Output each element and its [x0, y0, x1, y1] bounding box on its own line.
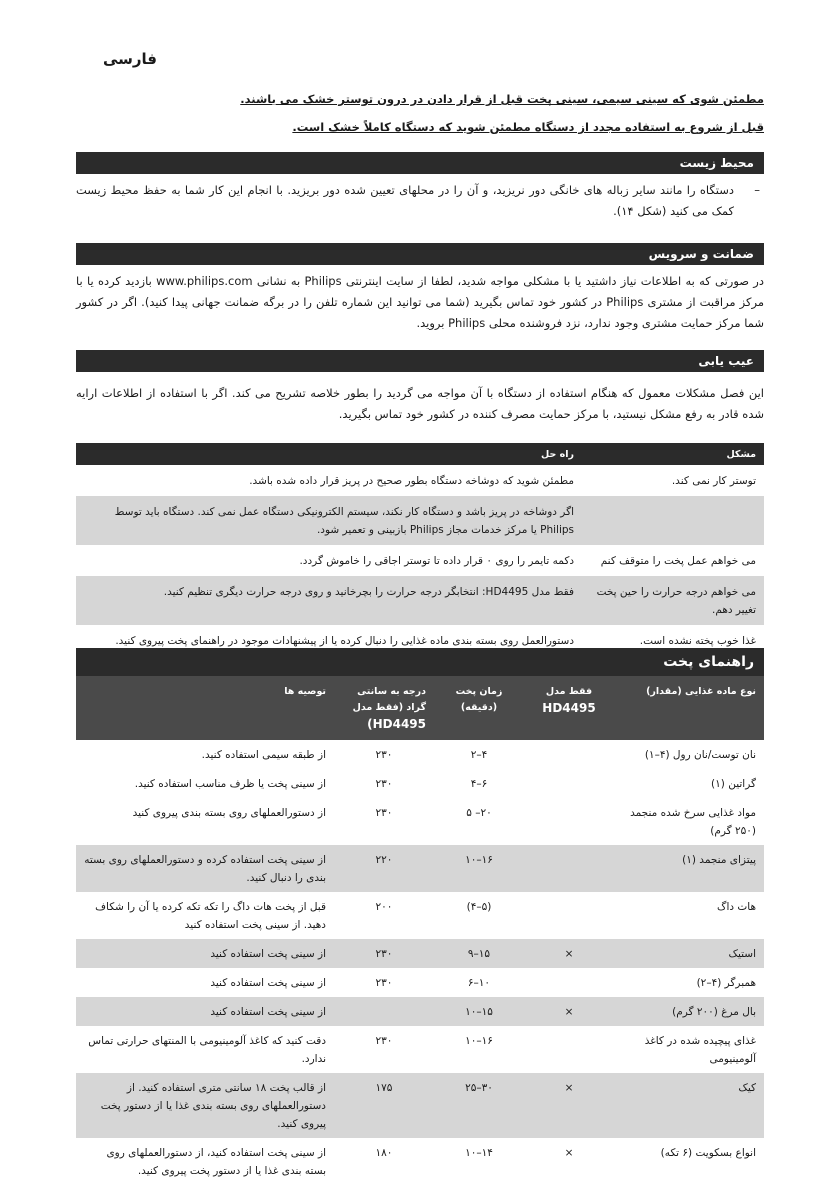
food-cell: کیک	[614, 1073, 764, 1138]
time-cell: ۱۶–۱۰	[434, 845, 524, 892]
model-cell	[524, 769, 614, 798]
guarantee-text: در صورتی که به اطلاعات نیاز داشتید یا با مشکلی مواجه شدید، لطفا از سایت اینترنتی Philips به نشانی www.philips.com بازدید کرده یا با مرکز مراقبت از مشتری Philips در کشور خود تماس بگیرید (شما می توانید این شماره تلفن را در برگه ضمانت جهانی پیدا کنید). اگر در کشور شما مرکز حمایت مشتری وجود ندارد، نزد فروشنده محلی Philips بروید.	[76, 274, 764, 330]
table-row	[76, 798, 764, 845]
food-cell: هات داگ	[717, 901, 756, 913]
tips-cell: از سینی پخت یا ظرف مناسب استفاده کنید.	[134, 778, 326, 790]
bullet-dash: –	[754, 183, 760, 197]
table-row	[76, 465, 764, 496]
time-cell: ۱۶–۱۰	[465, 1035, 493, 1047]
temperature-cell: ۲۳۰	[375, 778, 393, 790]
temperature-cell: ۲۳۰	[375, 749, 393, 761]
table-row	[76, 845, 764, 892]
food-cell: پیتزای منجمد (۱)	[614, 845, 764, 892]
model-cell: ×	[524, 939, 614, 968]
temperature-cell: ۱۸۰	[375, 1147, 393, 1159]
temperature-cell: ۲۲۰	[334, 845, 434, 892]
environment-heading: محیط زیست	[76, 152, 764, 174]
tips-cell: از قالب پخت ۱۸ سانتی متری استفاده کنید. از دستورالعملهای روی بسته بندی غذا یا از دستور پخت پیروی کنید.	[76, 1073, 334, 1138]
time-cell: ۴–۲	[470, 749, 488, 761]
table-row	[76, 997, 764, 1026]
model-cell: ×	[524, 997, 614, 1026]
table-row	[76, 1026, 764, 1073]
dry-appliance-note: قبل از شروع به استفاده مجدد از دستگاه مطمئن شوید که دستگاه کاملاً خشک است.	[292, 120, 764, 134]
environment-text	[76, 180, 764, 222]
table-row	[76, 968, 764, 997]
time-unit: (دقیقه)	[460, 702, 498, 713]
temperature-cell: ۲۰۰	[375, 901, 393, 913]
language-heading: فارسی	[102, 50, 157, 68]
food-cell: گراتین (۱)	[711, 778, 756, 790]
temperature-model: HD4495)	[367, 717, 426, 731]
table-row	[76, 939, 764, 968]
model-cell	[524, 740, 614, 769]
model-cell	[524, 892, 614, 939]
food-cell: انواع بسکویت (۶ تکه)	[660, 1147, 756, 1159]
guarantee-heading: ضمانت و سرویس	[76, 243, 764, 265]
solution-cell: اگر دوشاخه در پریز باشد و دستگاه کار نکند، سیستم الکترونیکی دستگاه عمل نمی کند. دستگاه باید توسط Philips یا مرکز خدمات مجاز Philips بازبینی و تعمیر شود.	[76, 496, 582, 545]
tips-cell: از سینی پخت استفاده کنید	[76, 939, 334, 968]
temperature-cell: ۲۳۰	[375, 807, 393, 819]
cooking-header-row	[76, 676, 764, 740]
table-row	[76, 576, 764, 625]
environment-body: دستگاه را مانند سایر زباله های خانگی دور نریزید، و آن را در محلهای تعیین شده دور بریزید. با انجام این کار شما به حفظ محیط زیست کمک می کنید (شکل ۱۴).	[76, 183, 734, 218]
cooking-guide-heading: راهنمای پخت	[76, 648, 764, 676]
tips-cell: از سینی پخت استفاده کنید	[210, 977, 326, 989]
time-cell: ۱۴–۱۰	[465, 1147, 493, 1159]
food-cell: همبرگر (۴–۲)	[696, 977, 756, 989]
tips-cell: از دستورالعملهای روی بسته بندی پیروی کنید	[132, 807, 326, 819]
solution-header: راه حل	[76, 443, 582, 465]
tips-header: توصیه ها	[76, 676, 334, 740]
food-header: نوع ماده غذایی (مقدار)	[614, 676, 764, 740]
temperature-cell: ۲۳۰	[334, 939, 434, 968]
model-cell	[524, 798, 614, 845]
time-cell: ۳۰–۲۵	[434, 1073, 524, 1138]
model-only-label: فقط مدل	[545, 686, 593, 697]
temperature-cell	[334, 997, 434, 1026]
time-cell: ۶–۴	[470, 778, 488, 790]
time-cell: (۵–۴)	[466, 901, 492, 913]
tips-cell: از سینی پخت استفاده کنید	[76, 997, 334, 1026]
food-cell: نان توست/نان رول (۴–۱)	[644, 749, 756, 761]
table-row	[76, 892, 764, 939]
time-cell: ۱۵–۱۰	[434, 997, 524, 1026]
food-cell: استیک	[614, 939, 764, 968]
table-row	[76, 545, 764, 576]
problem-header: مشکل	[582, 443, 764, 465]
troubleshooting-table	[76, 443, 764, 656]
solution-cell: مطمئن شوید که دوشاخه دستگاه بطور صحیح در پریز قرار داده شده باشد.	[249, 475, 574, 487]
food-cell: غذای پیچیده شده در کاغذ آلومینیومی	[644, 1035, 756, 1065]
time-cell: ۲۰– ۵	[466, 807, 492, 819]
tips-cell: از طبقه سیمی استفاده کنید.	[201, 749, 326, 761]
table-row	[76, 1073, 764, 1138]
table-row	[76, 1138, 764, 1185]
model-cell	[524, 845, 614, 892]
temperature-cell: ۱۷۵	[334, 1073, 434, 1138]
time-label: زمان پخت	[455, 686, 503, 697]
problem-cell: غذا خوب پخته نشده است.	[639, 635, 756, 647]
temperature-label-2: گراد (فقط مدل	[352, 702, 426, 713]
tips-cell: دقت کنید که کاغذ آلومینیومی با المنتهای حرارتی تماس ندارد.	[88, 1035, 326, 1065]
problem-cell	[582, 496, 764, 545]
table-row	[76, 496, 764, 545]
tips-cell: قبل از پخت هات داگ را تکه تکه کرده یا آن را شکاف دهید. از سینی پخت استفاده کنید	[95, 901, 326, 931]
table-row	[76, 740, 764, 769]
time-cell: ۱۰–۶	[467, 977, 491, 989]
model-header	[524, 676, 614, 740]
model-number: HD4495	[542, 701, 596, 715]
solution-cell: فقط مدل HD4495: انتخابگر درجه حرارت را بچرخانید و روی درجه حرارت دیگری تنظیم کنید.	[76, 576, 582, 625]
food-cell: بال مرغ (۲۰۰ گرم)	[614, 997, 764, 1026]
model-cell	[524, 968, 614, 997]
temperature-cell: ۲۳۰	[375, 977, 393, 989]
model-cell: ×	[564, 1147, 574, 1159]
problem-cell: توستر کار نمی کند.	[671, 475, 756, 487]
problem-cell: می خواهم درجه حرارت را حین پخت تغییر دهم.	[582, 576, 764, 625]
solution-cell: دستورالعمل روی بسته بندی ماده غذایی را دنبال کرده یا از پیشنهادات موجود در راهنمای پخت پیروی کنید.	[115, 635, 574, 647]
temperature-cell: ۲۳۰	[375, 1035, 393, 1047]
troubleshooting-header-row	[76, 443, 764, 465]
temperature-header	[334, 676, 434, 740]
tips-cell: از سینی پخت استفاده کرده و دستورالعملهای روی بسته بندی را دنبال کنید.	[76, 845, 334, 892]
troubleshooting-text: این فصل مشکلات معمول که هنگام استفاده از دستگاه با آن مواجه می گردید را بطور خلاصه تشریح می کند. اگر با استفاده از اطلاعات ارایه شده قادر به رفع مشکل نیستید، با مرکز حمایت مصرف کننده در کشور خود تماس بگیرید.	[76, 386, 764, 421]
dry-tray-note: مطمئن شوی که سینی سیمی، سینی پخت قبل از قرار دادن در درون توستر خشک می باشند.	[240, 92, 764, 106]
problem-cell: می خواهم عمل پخت را متوقف کنم	[600, 555, 756, 567]
cooking-table	[76, 676, 764, 1185]
time-header	[434, 676, 524, 740]
solution-cell: دکمه تایمر را روی ۰ قرار داده تا توستر اجاقی را خاموش گردد.	[299, 555, 574, 567]
troubleshooting-heading: عیب یابی	[76, 350, 764, 372]
tips-cell: از سینی پخت استفاده کنید، از دستورالعملهای روی بسته بندی غذا یا از دستور پخت پیروی کنید.	[106, 1147, 326, 1177]
table-row	[76, 769, 764, 798]
temperature-label: درجه به سانتی	[357, 686, 426, 697]
model-cell: ×	[524, 1073, 614, 1138]
model-cell	[524, 1026, 614, 1073]
time-cell: ۱۵–۹	[434, 939, 524, 968]
food-cell: مواد غذایی سرخ شده منجمد (۲۵۰ گرم)	[630, 807, 756, 837]
